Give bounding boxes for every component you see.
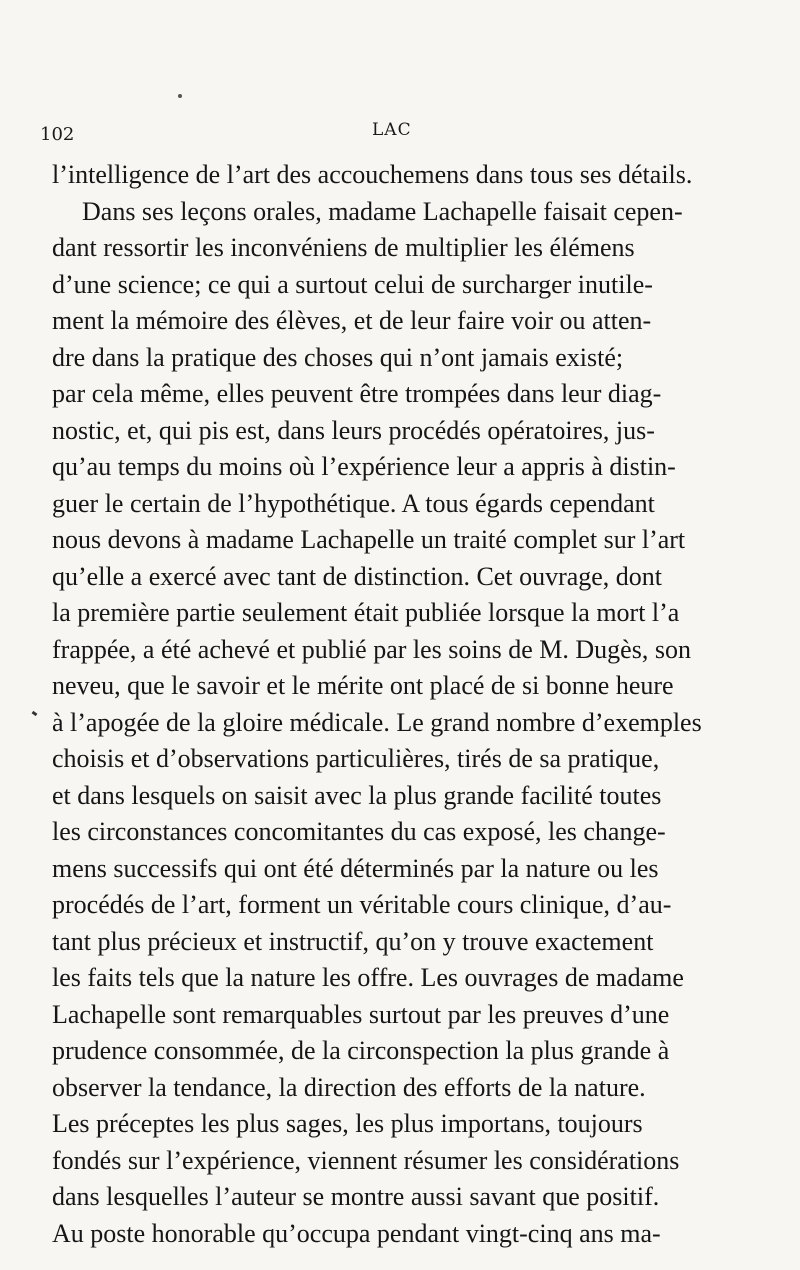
- text-line: l’intelligence de l’art des accouchemens dans tous ses détails.: [52, 160, 693, 189]
- text-line: neveu, que le savoir et le mérite ont placé de si bonne heure: [52, 671, 674, 700]
- printer-mark: [178, 94, 182, 98]
- text-line: dre dans la pratique des choses qui n’ont jamais existé;: [52, 342, 624, 372]
- text-line: à l’apogée de la gloire médicale. Le grand nombre d’exemples: [52, 707, 702, 737]
- text-line: qu’au temps du moins où l’expérience leur a appris à distin-: [52, 452, 676, 481]
- text-line: dans lesquelles l’auteur se montre aussi savant que positif.: [52, 1182, 660, 1211]
- text-line: choisis et d’observations particulières, tirés de sa pratique,: [52, 744, 660, 773]
- body-text: [52, 157, 778, 1252]
- text-line: mens successifs qui ont été déterminés par la nature ou les: [52, 853, 659, 883]
- text-line: et dans lesquels on saisit avec la plus grande facilité toutes: [52, 780, 662, 810]
- text-line: tant plus précieux et instructif, qu’on y trouve exactement: [52, 926, 654, 956]
- text-line: frappée, a été achevé et publié par les soins de M. Dugès, son: [52, 634, 691, 664]
- text-line: prudence consommée, de la circonspection la plus grande à: [52, 1036, 670, 1065]
- text-line: par cela même, elles peuvent être trompées dans leur diag-: [52, 379, 662, 408]
- text-line: fondés sur l’expérience, viennent résumer les considérations: [52, 1145, 680, 1175]
- text-line: nous devons à madame Lachapelle un traité complet sur l’art: [52, 525, 686, 554]
- text-line: Lachapelle sont remarquables surtout par les preuves d’une: [52, 999, 670, 1029]
- text-line: procédés de l’art, forment un véritable cours clinique, d’au-: [52, 890, 672, 919]
- text-line: nostic, et, qui pis est, dans leurs procédés opératoires, jus-: [52, 415, 655, 445]
- text-line: d’une science; ce qui a surtout celui de surcharger inutile-: [52, 269, 653, 299]
- text-line: les circonstances concomitantes du cas exposé, les change-: [52, 817, 666, 846]
- text-line: ment la mémoire des élèves, et de leur faire voir ou atten-: [52, 306, 652, 335]
- ink-speck: [32, 711, 38, 716]
- text-line: qu’elle a exercé avec tant de distinction. Cet ouvrage, dont: [52, 561, 663, 591]
- text-line: dant ressortir les inconvéniens de multiplier les élémens: [52, 233, 635, 262]
- running-title: LAC: [372, 120, 412, 140]
- text-line: guer le certain de l’hypothétique. A tous égards cependant: [52, 488, 655, 518]
- text-line: observer la tendance, la direction des efforts de la nature.: [52, 1072, 646, 1102]
- text-line: Les préceptes les plus sages, les plus importans, toujours: [52, 1109, 643, 1138]
- text-line: la première partie seulement était publiée lorsque la mort l’a: [52, 598, 680, 627]
- text-line: Au poste honorable qu’occupa pendant vingt-cinq ans ma-: [52, 1218, 661, 1248]
- text-line: les faits tels que la nature les offre. Les ouvrages de madame: [52, 963, 684, 992]
- text-line: Dans ses leçons orales, madame Lachapelle faisait cepen-: [82, 196, 683, 226]
- page-number: 102: [40, 124, 75, 145]
